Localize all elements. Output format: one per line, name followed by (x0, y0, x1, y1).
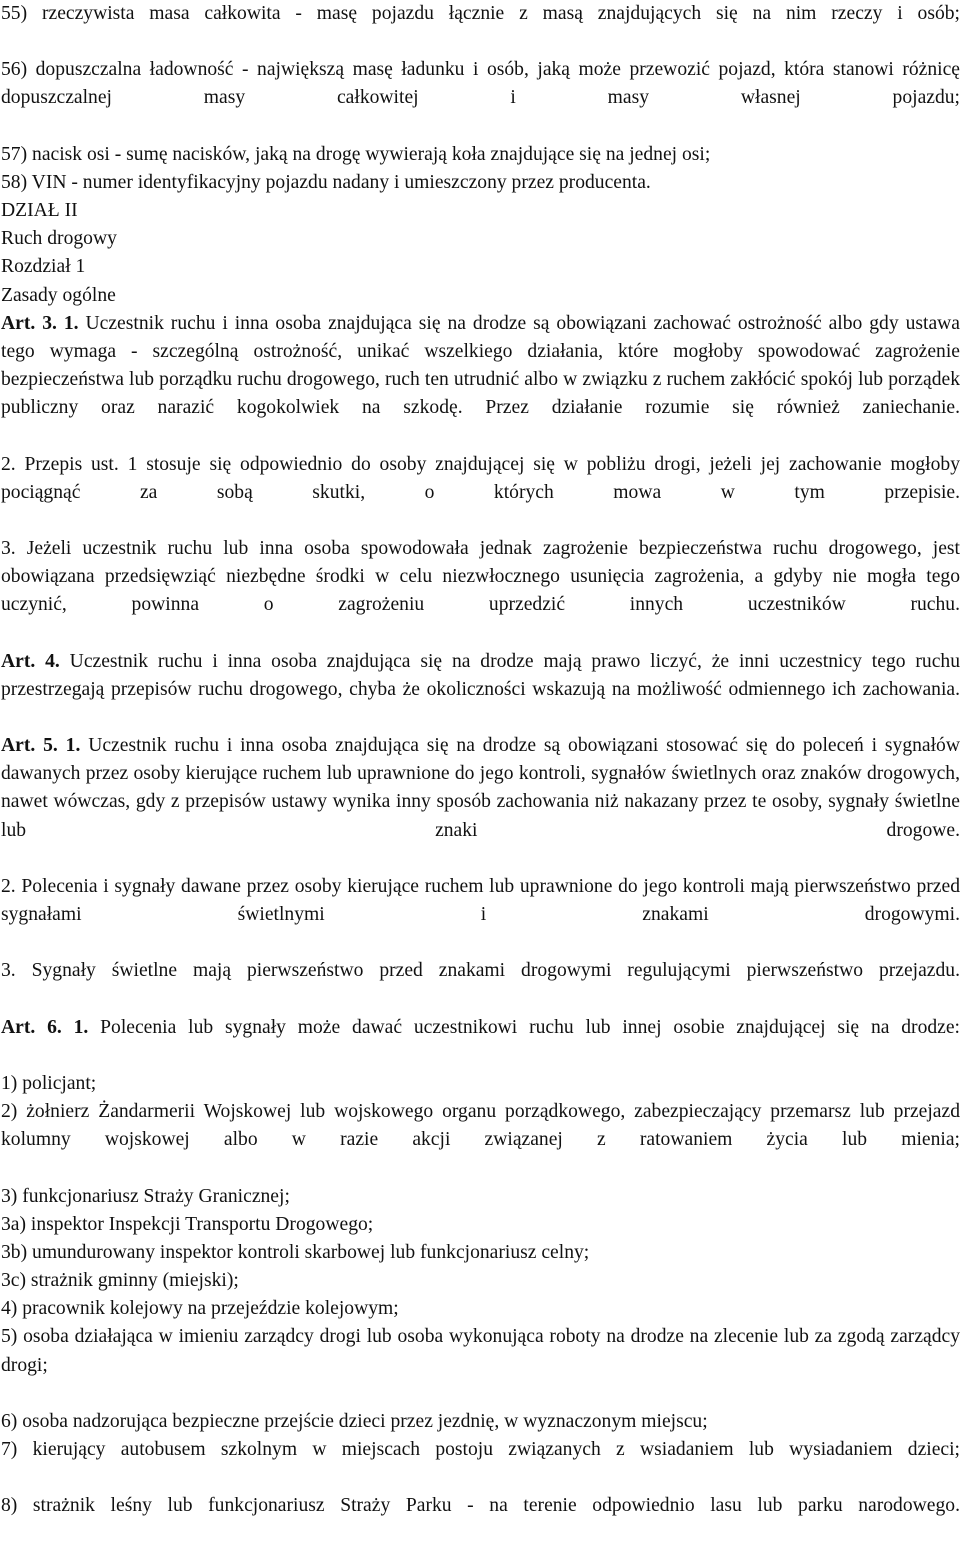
article-6-item-8: 8) strażnik leśny lub funkcjonariusz Straży Parku - na terenie odpowiednio lasu lub parku narodowego. (1, 1495, 960, 1517)
definition-55: 55) rzeczywista masa całkowita - masę pojazdu łącznie z masą znajdujących się na nim rzeczy i osób; (1, 3, 960, 24)
division-heading: DZIAŁ II (1, 200, 78, 222)
article-5-paragraph-3: 3. Sygnały świetlne mają pierwszeństwo przed znakami drogowymi regulującymi pierwszeństwo przejazdu. (1, 960, 960, 982)
article-6-item-7: 7) kierujący autobusem szkolnym w miejscach postoju związanych z wsiadaniem lub wysiadaniem dzieci; (1, 1438, 960, 1460)
article-4-label: Art. 4. (1, 650, 60, 672)
article-3-label: Art. 3. (1, 312, 57, 334)
article-6-item-3a: 3a) inspektor Inspekcji Transportu Drogowego; (1, 1213, 374, 1235)
article-3-paragraph-2: 2. Przepis ust. 1 stosuje się odpowiednio do osoby znajdującej się w pobliżu drogi, jeżeli jej zachowanie mogłoby pociągnąć za sobą skutki, o których mowa w tym przepisie. (1, 453, 960, 503)
article-6-p1-number: 1. (73, 1016, 89, 1038)
article-5-label: Art. 5. (1, 735, 58, 757)
article-5-p1-number: 1. (65, 735, 81, 757)
article-6-item-6: 6) osoba nadzorująca bezpieczne przejście dzieci przez jezdnię, w wyznaczonym miejscu; (1, 1410, 708, 1432)
chapter-heading: Rozdział 1 (1, 256, 86, 278)
article-6-label: Art. 6. (1, 1016, 62, 1038)
article-4-text: Uczestnik ruchu i inna osoba znajdująca się na drodze mają prawo liczyć, że inni uczestnicy tego ruchu przestrzegają przepisów ruchu drogowego, chyba że okoliczności wskazują na możliwość odmiennego ich zachowania. (1, 650, 960, 700)
article-6-item-3c: 3c) strażnik gminny (miejski); (1, 1270, 239, 1292)
article-6-p1-text: Polecenia lub sygnały może dawać uczestnikowi ruchu lub innej osobie znajdującej się na drodze: (100, 1016, 960, 1038)
article-5-p1-text: Uczestnik ruchu i inna osoba znajdująca się na drodze są obowiązani stosować się do poleceń i sygnałów dawanych przez osoby kierujące ruchem lub uprawnione do jego kontroli, sygnałów świetlnych oraz znaków drogowych, nawet wówczas, gdy z przepisów ustawy wynika inny sposób zachowania niż nakazany przez te osoby, sygnały świetlne lub znaki drogowe. (1, 735, 960, 841)
document-body (1, 0, 960, 1549)
article-6-item-1: 1) policjant; (1, 1072, 97, 1094)
article-5-paragraph-2: 2. Polecenia i sygnały dawane przez osoby kierujące ruchem lub uprawnione do jego kontroli mają pierwszeństwo przed sygnałami świetlnymi i znakami drogowymi. (1, 875, 960, 925)
article-4 (1, 648, 960, 732)
article-5-paragraph-1 (1, 732, 960, 873)
article-6-item-3: 3) funkcjonariusz Straży Granicznej; (1, 1185, 290, 1207)
article-3-p1-text: Uczestnik ruchu i inna osoba znajdująca się na drodze są obowiązani zachować ostrożność albo gdy ustawa tego wymaga - szczególną ostrożność, unikać wszelkiego działania, które mogłoby spowodować zagrożenie bezpieczeństwa lub porządku ruchu drogowego, ruch ten utrudnić albo w związku z ruchem zakłócić spokój lub porządek publiczny oraz narazić kogokolwiek na szkodę. Przez działanie rozumie się również zaniechanie. (1, 312, 960, 419)
article-6-item-2: 2) żołnierz Żandarmerii Wojskowej lub wojskowego organu porządkowego, zabezpieczający przemarsz lub przejazd kolumny wojskowej albo w razie akcji związanej z ratowaniem życia lub mienia; (1, 1101, 960, 1151)
article-3-paragraph-3: 3. Jeżeli uczestnik ruchu lub inna osoba spowodowała jednak zagrożenie bezpieczeństwa ruchu drogowego, jest obowiązana przedsięwziąć niezbędne środki w celu niezwłocznego usunięcia zagrożenia, a gdyby nie mogła tego uczynić, powinna o zagrożeniu uprzedzić innych uczestników ruchu. (1, 537, 960, 616)
chapter-title: Zasady ogólne (1, 284, 116, 306)
definition-58: 58) VIN - numer identyfikacyjny pojazdu nadany i umieszczony przez producenta. (1, 171, 651, 193)
division-title: Ruch drogowy (1, 228, 117, 250)
article-6-item-3b: 3b) umundurowany inspektor kontroli skarbowej lub funkcjonariusz celny; (1, 1241, 590, 1263)
definition-56: 56) dopuszczalna ładowność - największą masę ładunku i osób, jaką może przewozić pojazd, która stanowi różnicę dopuszczalnej masy całkowitej i masy własnej pojazdu; (1, 59, 960, 109)
article-6-paragraph-1 (1, 1014, 960, 1070)
definition-57: 57) nacisk osi - sumę nacisków, jaką na drogę wywierają koła znajdujące się na jednej osi; (1, 143, 711, 165)
article-6-item-5: 5) osoba działająca w imieniu zarządcy drogi lub osoba wykonująca roboty na drodze na zlecenie lub za zgodą zarządcy drogi; (1, 1326, 960, 1376)
article-6-item-4: 4) pracownik kolejowy na przejeździe kolejowym; (1, 1298, 399, 1320)
article-3-p1-number: 1. (63, 312, 79, 334)
article-3-paragraph-1 (1, 310, 960, 451)
